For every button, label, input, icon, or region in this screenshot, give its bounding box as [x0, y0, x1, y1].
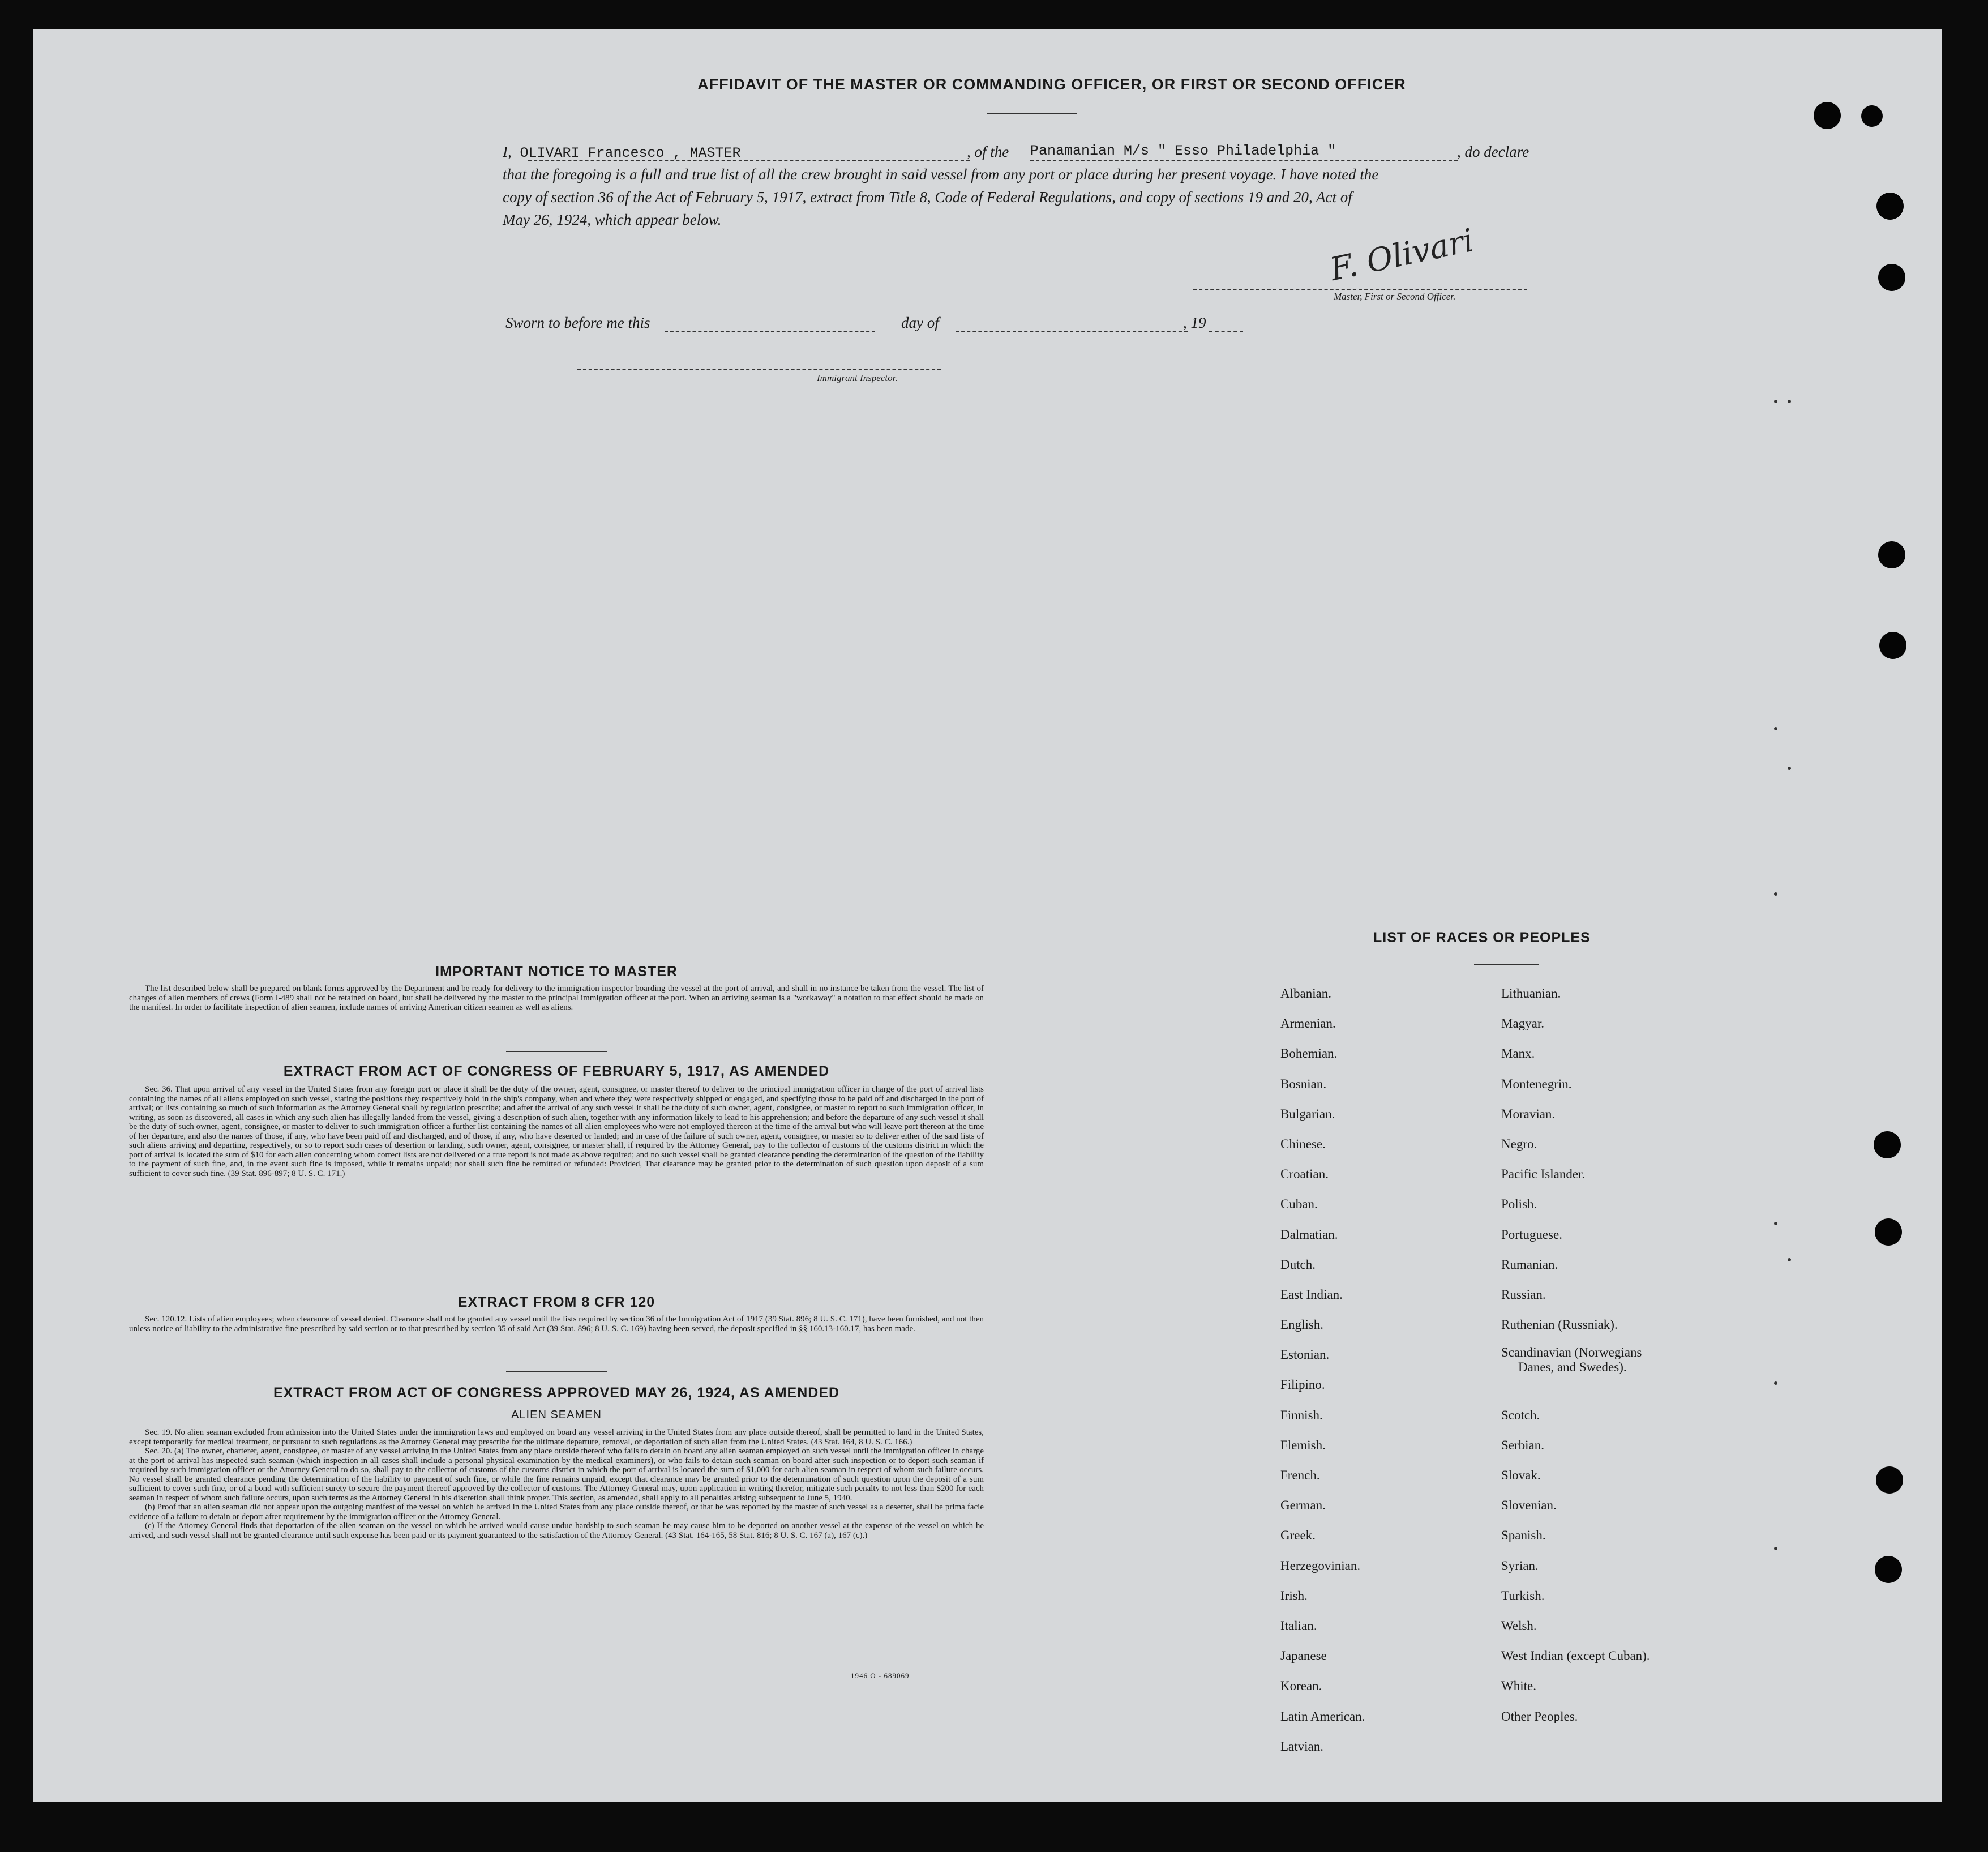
race-item: Manx.	[1501, 1046, 1535, 1061]
section-rule	[506, 1051, 607, 1052]
punch-hole	[1876, 193, 1904, 220]
race-item: Herzegovinian.	[1280, 1558, 1361, 1573]
punch-hole	[1861, 105, 1883, 127]
do-declare-label: , do declare	[1457, 143, 1529, 160]
sec-20b-text: (b) Proof that an alien seaman did not appear upon the outgoing manifest of the vessel on which he arrived in the United States from any place outside thereof, or that he was reported by the master of such vessel as a deserter, shall be prima facie evidence of a failure to detain or deport after requirement by the immigration officer or the Attorney General.	[129, 1503, 984, 1521]
master-signature: F. Olivari	[1327, 221, 1477, 289]
inspector-caption: Immigrant Inspector.	[817, 373, 898, 383]
extract-1917-heading: EXTRACT FROM ACT OF CONGRESS OF FEBRUARY 5, 1917, AS AMENDED	[283, 1063, 830, 1079]
race-item: Welsh.	[1501, 1618, 1537, 1633]
race-item: Negro.	[1501, 1136, 1537, 1151]
vessel-name-field: Panamanian M/s " Esso Philadelphia "	[1030, 143, 1336, 159]
race-item: West Indian (except Cuban).	[1501, 1649, 1650, 1663]
race-item-scandinavian	[1501, 1340, 1807, 1400]
master-name-field: OLIVARI Francesco , MASTER	[520, 145, 741, 161]
day-of-label: day of	[901, 314, 939, 331]
punch-hole	[1875, 1556, 1902, 1583]
punch-hole	[1875, 1218, 1902, 1246]
notice-heading: IMPORTANT NOTICE TO MASTER	[435, 964, 678, 980]
race-item: East Indian.	[1280, 1287, 1343, 1302]
extract-cfr-text: Sec. 120.12. Lists of alien employees; when clearance of vessel denied. Clearance shall not be granted any vessel until the lists required by section 36 of the Immigration Act of 1917 (39 Stat. 896; 8 U. S. C. 171), have been furnished, and not then unless notice of liability to the administrative fine prescribed by said section or to that prescribed by section 35 of said Act (39 Stat. 896; 8 U. S. C. 169) having been served, the deposit specified in §§ 160.13-160.17, has been made.	[129, 1315, 984, 1333]
affidavit-i: I,	[503, 143, 512, 160]
scan-speck	[1774, 400, 1777, 403]
notice-text: The list described below shall be prepared on blank forms approved by the Department and be ready for delivery to the immigration inspector boarding the vessel at the port of arrival, and shall in no instance be taken from the vessel. The list of changes of alien members of crews (Form I-489 shall not be retained on board, but shall be delivered by the master to the principal immigration officer at the port. When an arriving seaman is a "workaway" a notation to that effect should be made on the manifest. In order to facilitate inspection of alien seamen, include names of arriving American citizen seamen as well as aliens.	[129, 984, 984, 1012]
extract-1917-text: Sec. 36. That upon arrival of any vessel in the United States from any foreign port or place it shall be the duty of the owner, agent, consignee, or master thereof to deliver to the principal immigration officer in charge of the port of arrival lists containing the names of all aliens employed on such vessel, stating the positions they respectively hold in the ship's company, when and where they were respectively shipped or engaged, and specifying those to be paid off and discharged in the port of arrival; or lists containing so much of such information as the Attorney General shall by regulation prescribe; and after the arrival of any such vessel it shall be the duty of such owner, agent, consignee, or master to report to such immigration officer, in writing, as soon as discovered, all cases in which any such alien has illegally landed from the vessel, giving a description of such alien, together with any information likely to lead to his apprehension; and before the departure of any such vessel it shall be the duty of such owner, agent, consignee, or master to deliver to such immigration officer a further list containing the names of all alien employees who were not employed thereon at the time of the arrival but who will leave port thereon at the time of her departure, and also the names of those, if any, who have been paid off and discharged, and of those, if any, who have deserted or landed; and in case of the failure of such owner, agent, consignee, or master so to deliver either of the said lists of such aliens arriving and departing, respectively, or so to report such cases of desertion or landing, such owner, agent, consignee, or master shall, if required by the Attorney General, pay to the collector of customs of the customs district in which the port of arrival is located the sum of $10 for each alien concerning whom correct lists are not delivered or a true report is not made as above required; and no such vessel shall be granted clearance pending the determination of the question of the liability to the payment of such fine, and, in the event such fine is imposed, while it remains unpaid; nor shall such fine be remitted or refunded: Provided, That clearance may be granted prior to the determination of such question upon deposit of a sum sufficient to cover such fine. (39 Stat. 896-897; 8 U. S. C. 171.)	[129, 1085, 984, 1178]
race-item: Serbian.	[1501, 1438, 1545, 1452]
print-code: 1946 O - 689069	[851, 1671, 910, 1680]
race-item: Finnish.	[1280, 1408, 1323, 1422]
punch-hole	[1879, 632, 1906, 659]
scan-speck	[1774, 892, 1777, 896]
race-item: Korean.	[1280, 1679, 1322, 1693]
sworn-label: Sworn to before me this	[505, 314, 650, 331]
race-item-continuation: Danes, and Swedes).	[1518, 1360, 1627, 1375]
race-item: Scotch.	[1501, 1408, 1540, 1422]
race-item: English.	[1280, 1318, 1324, 1332]
month-blank	[956, 331, 1188, 332]
race-item: Armenian.	[1280, 1016, 1336, 1031]
race-item: Dalmatian.	[1280, 1227, 1338, 1242]
race-item: Pacific Islander.	[1501, 1167, 1586, 1182]
race-item: Ruthenian (Russniak).	[1501, 1318, 1618, 1332]
race-item: Italian.	[1280, 1618, 1317, 1633]
race-item: Bosnian.	[1280, 1076, 1327, 1091]
race-item: Cuban.	[1280, 1197, 1318, 1212]
affidavit-line-2: that the foregoing is a full and true list of all the crew brought in said vessel from any port or place during her present voyage. I have noted the	[503, 166, 1379, 183]
punch-hole	[1814, 102, 1841, 129]
race-item: Estonian.	[1280, 1348, 1330, 1362]
scan-speck	[1788, 767, 1791, 770]
master-name-underline	[528, 160, 970, 161]
race-item: Rumanian.	[1501, 1257, 1558, 1272]
of-the-label: , of the	[967, 143, 1009, 160]
race-item: Russian.	[1501, 1287, 1546, 1302]
section-rule	[506, 1371, 607, 1372]
year-label: , 19	[1183, 314, 1206, 331]
race-item: Japanese	[1280, 1649, 1327, 1663]
sec-20c-text: (c) If the Attorney General finds that deportation of the alien seaman on the vessel on which he arrived would cause undue hardship to such seaman he may cause him to be deported on another vessel at the expense of the vessel on which he arrived, and such vessel shall not be granted clearance until such expense has been paid or its payment guaranteed to the satisfaction of the Attorney General. (43 Stat. 164-165, 58 Stat. 816; 8 U. S. C. 167 (a), 167 (c).)	[129, 1521, 984, 1540]
scan-speck	[1788, 400, 1791, 403]
race-item: Spanish.	[1501, 1528, 1546, 1543]
races-rule	[1474, 964, 1539, 965]
race-item: Syrian.	[1501, 1558, 1539, 1573]
race-item: Irish.	[1280, 1588, 1308, 1603]
punch-hole	[1878, 541, 1905, 568]
punch-hole	[1874, 1131, 1901, 1158]
races-heading: LIST OF RACES OR PEOPLES	[1373, 930, 1591, 946]
sworn-date-blank	[665, 331, 875, 332]
affidavit-heading: AFFIDAVIT OF THE MASTER OR COMMANDING OFFICER, OR FIRST OR SECOND OFFICER	[697, 76, 1406, 93]
punch-hole	[1876, 1466, 1903, 1494]
race-item: German.	[1280, 1498, 1326, 1513]
race-item-label: Scandinavian (Norwegians	[1501, 1345, 1642, 1360]
race-item: Greek.	[1280, 1528, 1316, 1543]
race-item: Polish.	[1501, 1197, 1537, 1212]
affidavit-line-4: May 26, 1924, which appear below.	[503, 211, 722, 228]
race-item: Magyar.	[1501, 1016, 1545, 1031]
sec-19-text: Sec. 19. No alien seaman excluded from admission into the United States under the immigration laws and employed on board any vessel arriving in the United States from any place outside thereof, shall be permitted to land in the United States, except temporarily for medical treatment, or pursuant to such regulations as the Attorney General may prescribe for the ultimate departure, removal, or deportation of such alien from the United States. (43 Stat. 164, 8 U. S. C. 166.)	[129, 1428, 984, 1447]
document-page	[33, 29, 1942, 1802]
extract-cfr-heading: EXTRACT FROM 8 CFR 120	[457, 1294, 655, 1310]
race-item: Slovenian.	[1501, 1498, 1557, 1513]
year-blank	[1209, 331, 1243, 332]
inspector-line	[577, 369, 941, 370]
race-item: Albanian.	[1280, 986, 1332, 1000]
race-item: Other Peoples.	[1501, 1709, 1578, 1723]
race-item: Bulgarian.	[1280, 1106, 1335, 1121]
alien-seamen-subheading: ALIEN SEAMEN	[511, 1409, 602, 1421]
extract-1924-heading: EXTRACT FROM ACT OF CONGRESS APPROVED MAY 26, 1924, AS AMENDED	[273, 1385, 840, 1401]
race-item: Filipino.	[1280, 1378, 1325, 1392]
race-item: Dutch.	[1280, 1257, 1316, 1272]
race-item: Slovak.	[1501, 1468, 1541, 1483]
vessel-underline	[1030, 160, 1458, 161]
signature-line	[1193, 289, 1527, 290]
extract-1924-body	[129, 1428, 984, 1540]
race-item: Portuguese.	[1501, 1227, 1562, 1242]
scan-speck	[1774, 727, 1777, 730]
race-item: Latvian.	[1280, 1739, 1323, 1753]
race-item: Chinese.	[1280, 1136, 1326, 1151]
race-item: White.	[1501, 1679, 1536, 1693]
affidavit-line-3: copy of section 36 of the Act of February 5, 1917, extract from Title 8, Code of Federal Regulations, and copy of sections 19 and 20, Act of	[503, 189, 1352, 206]
race-item: Bohemian.	[1280, 1046, 1338, 1061]
race-item: Flemish.	[1280, 1438, 1326, 1452]
race-item: Turkish.	[1501, 1588, 1545, 1603]
race-item: Lithuanian.	[1501, 986, 1561, 1000]
races-left-column	[1280, 978, 1484, 1761]
punch-hole	[1878, 264, 1905, 291]
heading-rule	[987, 113, 1077, 114]
race-item: French.	[1280, 1468, 1320, 1482]
race-item: Moravian.	[1501, 1106, 1556, 1121]
race-item: Montenegrin.	[1501, 1076, 1572, 1091]
race-item: Croatian.	[1280, 1167, 1329, 1182]
race-item: Latin American.	[1280, 1709, 1365, 1723]
sec-20a-text: Sec. 20. (a) The owner, charterer, agent, consignee, or master of any vessel arriving in the United States from any place outside thereof who fails to detain on board any alien seaman employed on such vessel until the immigration officer in charge at the port of arrival has inspected such seaman (which inspection in all cases shall include a personal physical examination by the medical examiners), or who fails to detain such seaman on board after such inspection or to deport such seaman if required by such immigration officer or the Attorney General to do so, shall pay to the collector of customs of the customs district in which the port of arrival is located the sum of $1,000 for each alien seaman in respect of whom such failure occurs. No vessel shall be granted clearance pending the determination of the liability to payment of such fine, or while the fine remains unpaid, except that clearance may be granted prior to the determination of such question upon the deposit of a sum sufficient to cover such fine, or of a bond with sufficient surety to secure the payment thereof approved by the collector of customs. The Attorney General may, upon application in writing therefor, mitigate such penalty to not less than $200 for each seaman in respect of whom such failure occurs, upon such terms as the Attorney General in his discretion shall think proper. This section, as amended, shall apply to all penalties arising subsequent to June 5, 1940.	[129, 1447, 984, 1503]
races-right-column	[1501, 978, 1807, 1731]
signature-caption: Master, First or Second Officer.	[1334, 291, 1456, 302]
